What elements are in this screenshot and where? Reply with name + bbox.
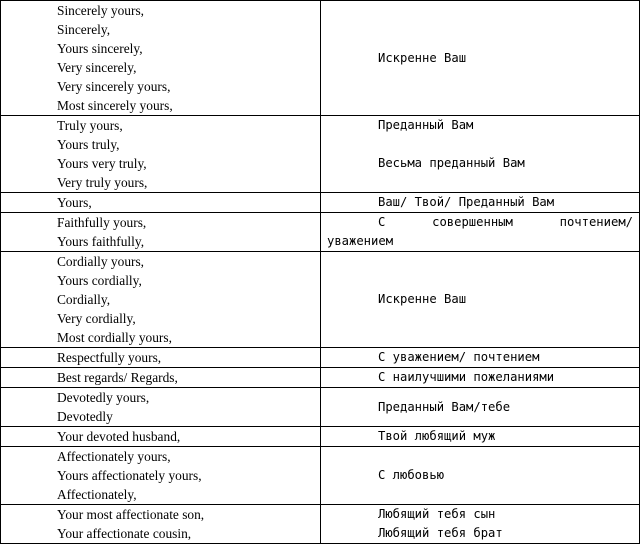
table-row [1,427,640,447]
english-phrases-cell [1,388,321,427]
russian-translation: С любовью [378,468,445,482]
english-phrases-cell [1,213,321,252]
english-phrases-cell [1,447,321,505]
table-row [1,1,640,116]
russian-translation-continuation: уважением [327,234,394,248]
russian-translation: Ваш/ Твой/ Преданный Вам [378,195,555,209]
blank-line [321,135,639,154]
justified-translation-line [321,213,639,232]
table-row [1,505,640,544]
english-phrases-cell [1,193,321,213]
russian-translation: Искренне Ваш [378,50,467,65]
english-phrase: Very cordially, [57,311,136,326]
table-row [1,368,640,388]
russian-translation-cell [321,427,640,447]
english-phrase: Respectfully yours, [57,350,162,365]
english-phrases-cell [1,427,321,447]
russian-translation: Искренне Ваш [378,292,467,306]
russian-translation: Преданный Вам [378,118,474,132]
english-phrases-cell [1,348,321,368]
english-phrase: Most sincerely yours, [57,98,173,113]
english-phrase: Truly yours, [57,118,123,133]
english-phrase: Faithfully yours, [57,215,147,230]
english-phrase: Devotedly yours, [57,390,150,405]
english-phrases-cell [1,505,321,544]
russian-translation-cell [321,193,640,213]
russian-translation: Любящий тебя брат [378,526,503,540]
russian-translation: Весьма преданный Вам [378,156,525,170]
russian-word: совершенным [432,215,513,229]
english-phrase: Very sincerely yours, [57,79,171,94]
english-phrase: Yours very truly, [57,156,147,171]
table-row [1,348,640,368]
english-phrase: Yours cordially, [57,273,142,288]
russian-translation-cell [321,252,640,348]
english-phrase: Devotedly [57,409,113,424]
english-phrase: Affectionately yours, [57,449,171,464]
english-phrases-cell [1,116,321,193]
russian-translation-cell [321,388,640,427]
english-phrases-cell [1,368,321,388]
table-row [1,193,640,213]
english-phrase: Sincerely yours, [57,3,145,18]
russian-translation: Твой любящий муж [378,429,496,443]
english-phrase: Yours sincerely, [57,41,143,56]
english-phrase: Cordially yours, [57,254,145,269]
english-phrase: Sincerely, [57,22,111,37]
table-row [1,252,640,348]
english-phrase: Very truly yours, [57,175,148,190]
russian-translation-cell [321,116,640,193]
table-row [1,116,640,193]
english-phrases-cell [1,252,321,348]
russian-translation: С уважением/ почтением [378,350,540,364]
table-row [1,213,640,252]
english-phrases-cell [1,1,321,116]
english-phrase: Most cordially yours, [57,330,172,345]
russian-translation-cell [321,213,640,252]
english-phrase: Yours truly, [57,137,120,152]
english-phrase: Very sincerely, [57,60,137,75]
russian-translation-cell [321,505,640,544]
english-phrase: Yours, [57,195,92,210]
russian-translation-cell [321,368,640,388]
table-row [1,447,640,505]
english-phrase: Cordially, [57,292,111,307]
russian-translation: Любящий тебя сын [378,507,496,521]
english-phrase: Yours faithfully, [57,234,145,249]
russian-translation-cell [321,348,640,368]
english-phrase: Your most affectionate son, [57,507,205,522]
russian-translation: Преданный Вам/тебе [378,399,511,414]
english-phrase: Best regards/ Regards, [57,370,178,385]
russian-translation: С наилучшими пожеланиями [378,370,555,384]
english-phrase: Your affectionate cousin, [57,526,192,541]
english-phrase: Affectionately, [57,487,137,502]
russian-word: С [378,215,386,229]
russian-word: почтением/ [559,215,633,229]
english-phrase: Your devoted husband, [57,429,181,444]
table-row [1,388,640,427]
russian-translation-cell [321,1,640,116]
russian-translation-cell [321,447,640,505]
english-phrase: Yours affectionately yours, [57,468,202,483]
